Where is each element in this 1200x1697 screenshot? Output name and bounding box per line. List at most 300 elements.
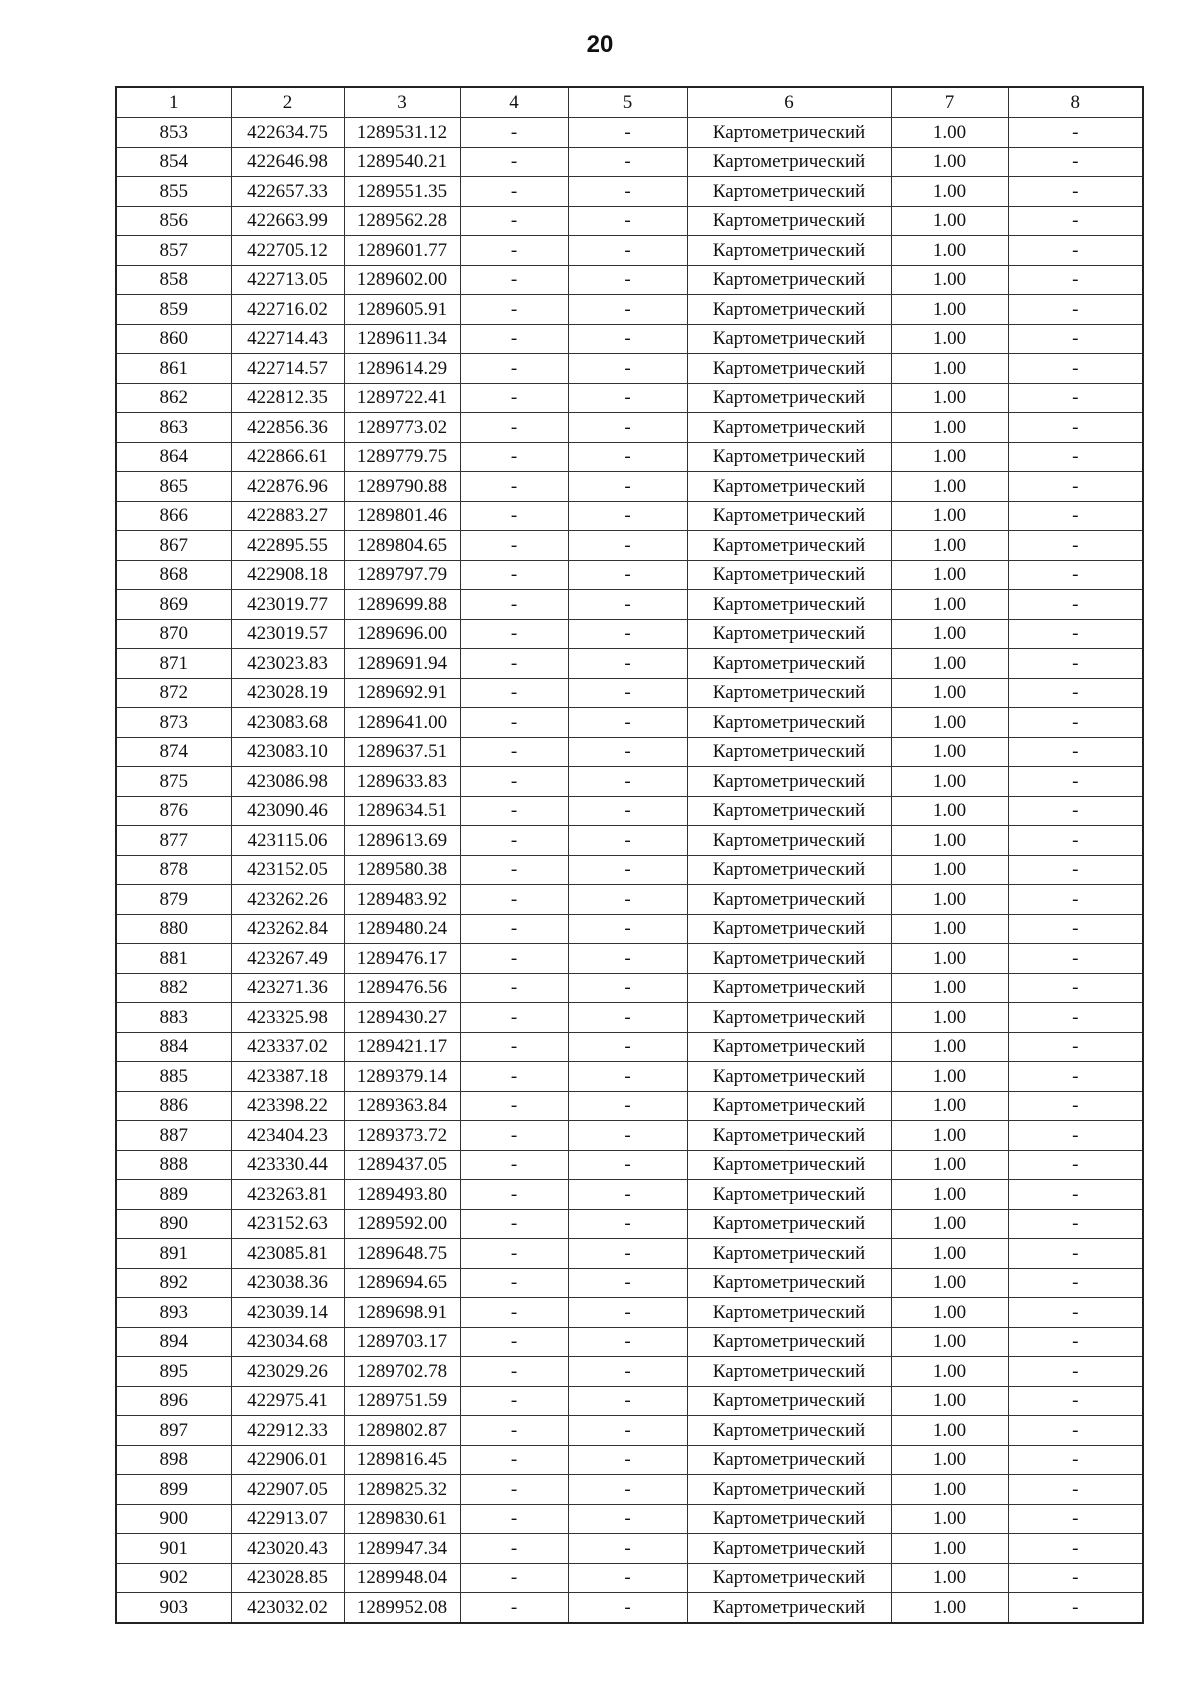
cell-col-4: - [460, 1032, 568, 1062]
cell-method: Картометрический [687, 560, 891, 590]
cell-col-4: - [460, 737, 568, 767]
table-row [116, 649, 1143, 679]
table-row [116, 1091, 1143, 1121]
cell-method: Картометрический [687, 1180, 891, 1210]
cell-point-number: 881 [116, 944, 231, 974]
cell-method: Картометрический [687, 1268, 891, 1298]
cell-col-4: - [460, 796, 568, 826]
cell-method: Картометрический [687, 1534, 891, 1564]
cell-col-5: - [568, 1032, 687, 1062]
cell-method: Картометрический [687, 1062, 891, 1092]
cell-accuracy: 1.00 [891, 973, 1008, 1003]
cell-method: Картометрический [687, 383, 891, 413]
cell-col-4: - [460, 501, 568, 531]
cell-accuracy: 1.00 [891, 1180, 1008, 1210]
cell-accuracy: 1.00 [891, 1327, 1008, 1357]
cell-col-8: - [1008, 1504, 1143, 1534]
cell-accuracy: 1.00 [891, 649, 1008, 679]
cell-point-number: 865 [116, 472, 231, 502]
cell-col-4: - [460, 1504, 568, 1534]
cell-accuracy: 1.00 [891, 944, 1008, 974]
cell-coord-y: 1289476.17 [344, 944, 460, 974]
table-row [116, 1268, 1143, 1298]
cell-accuracy: 1.00 [891, 1445, 1008, 1475]
cell-col-8: - [1008, 1445, 1143, 1475]
cell-col-4: - [460, 472, 568, 502]
cell-point-number: 874 [116, 737, 231, 767]
cell-col-5: - [568, 177, 687, 207]
cell-coord-y: 1289476.56 [344, 973, 460, 1003]
cell-point-number: 898 [116, 1445, 231, 1475]
table-row [116, 737, 1143, 767]
table-row [116, 1180, 1143, 1210]
table-row [116, 1386, 1143, 1416]
table-row [116, 1298, 1143, 1328]
cell-col-4: - [460, 118, 568, 148]
cell-col-8: - [1008, 619, 1143, 649]
cell-col-8: - [1008, 855, 1143, 885]
table-row [116, 1239, 1143, 1269]
cell-coord-x: 423152.63 [231, 1209, 344, 1239]
cell-coord-x: 423262.84 [231, 914, 344, 944]
cell-col-8: - [1008, 973, 1143, 1003]
cell-coord-y: 1289698.91 [344, 1298, 460, 1328]
cell-col-8: - [1008, 295, 1143, 325]
cell-col-8: - [1008, 383, 1143, 413]
cell-col-4: - [460, 1121, 568, 1151]
table-row [116, 1416, 1143, 1446]
cell-point-number: 892 [116, 1268, 231, 1298]
cell-col-5: - [568, 147, 687, 177]
table-row [116, 383, 1143, 413]
cell-point-number: 878 [116, 855, 231, 885]
cell-accuracy: 1.00 [891, 590, 1008, 620]
cell-accuracy: 1.00 [891, 295, 1008, 325]
table-row [116, 413, 1143, 443]
cell-point-number: 895 [116, 1357, 231, 1387]
table-row [116, 236, 1143, 266]
cell-col-5: - [568, 1062, 687, 1092]
cell-coord-x: 422657.33 [231, 177, 344, 207]
coordinates-table [115, 86, 1144, 1624]
cell-coord-y: 1289580.38 [344, 855, 460, 885]
cell-col-8: - [1008, 1268, 1143, 1298]
cell-coord-x: 422714.43 [231, 324, 344, 354]
header-cell-col-3: 3 [344, 87, 460, 118]
cell-col-4: - [460, 767, 568, 797]
cell-col-8: - [1008, 1003, 1143, 1033]
cell-point-number: 858 [116, 265, 231, 295]
cell-coord-x: 423263.81 [231, 1180, 344, 1210]
cell-coord-y: 1289694.65 [344, 1268, 460, 1298]
table-row [116, 1209, 1143, 1239]
cell-coord-x: 422975.41 [231, 1386, 344, 1416]
cell-col-8: - [1008, 1209, 1143, 1239]
cell-point-number: 870 [116, 619, 231, 649]
cell-col-5: - [568, 1091, 687, 1121]
cell-col-4: - [460, 1357, 568, 1387]
cell-col-8: - [1008, 147, 1143, 177]
cell-accuracy: 1.00 [891, 413, 1008, 443]
cell-point-number: 861 [116, 354, 231, 384]
cell-coord-y: 1289825.32 [344, 1475, 460, 1505]
table-row [116, 678, 1143, 708]
cell-col-4: - [460, 560, 568, 590]
cell-point-number: 891 [116, 1239, 231, 1269]
cell-method: Картометрический [687, 1209, 891, 1239]
table-row [116, 1534, 1143, 1564]
cell-coord-x: 423020.43 [231, 1534, 344, 1564]
cell-point-number: 886 [116, 1091, 231, 1121]
cell-coord-y: 1289648.75 [344, 1239, 460, 1269]
cell-method: Картометрический [687, 265, 891, 295]
header-cell-col-7: 7 [891, 87, 1008, 118]
cell-col-8: - [1008, 324, 1143, 354]
cell-coord-y: 1289611.34 [344, 324, 460, 354]
table-row [116, 354, 1143, 384]
cell-method: Картометрический [687, 973, 891, 1003]
cell-col-5: - [568, 914, 687, 944]
cell-coord-x: 422908.18 [231, 560, 344, 590]
cell-col-4: - [460, 855, 568, 885]
cell-col-5: - [568, 472, 687, 502]
cell-method: Картометрический [687, 1445, 891, 1475]
cell-coord-x: 423028.19 [231, 678, 344, 708]
cell-coord-y: 1289531.12 [344, 118, 460, 148]
cell-coord-y: 1289948.04 [344, 1563, 460, 1593]
cell-coord-y: 1289952.08 [344, 1593, 460, 1623]
cell-accuracy: 1.00 [891, 767, 1008, 797]
cell-coord-x: 423330.44 [231, 1150, 344, 1180]
cell-accuracy: 1.00 [891, 265, 1008, 295]
cell-coord-x: 422876.96 [231, 472, 344, 502]
cell-accuracy: 1.00 [891, 619, 1008, 649]
cell-coord-y: 1289373.72 [344, 1121, 460, 1151]
cell-coord-y: 1289801.46 [344, 501, 460, 531]
cell-col-8: - [1008, 1563, 1143, 1593]
table-row [116, 501, 1143, 531]
cell-method: Картометрический [687, 944, 891, 974]
cell-col-4: - [460, 265, 568, 295]
cell-point-number: 866 [116, 501, 231, 531]
cell-col-5: - [568, 1563, 687, 1593]
cell-col-4: - [460, 1416, 568, 1446]
cell-col-5: - [568, 1504, 687, 1534]
table-row [116, 1563, 1143, 1593]
cell-method: Картометрический [687, 501, 891, 531]
cell-coord-x: 423090.46 [231, 796, 344, 826]
table-row [116, 1003, 1143, 1033]
cell-accuracy: 1.00 [891, 1032, 1008, 1062]
cell-point-number: 877 [116, 826, 231, 856]
cell-col-4: - [460, 177, 568, 207]
cell-col-8: - [1008, 1416, 1143, 1446]
cell-col-4: - [460, 1239, 568, 1269]
cell-point-number: 899 [116, 1475, 231, 1505]
table-row [116, 826, 1143, 856]
cell-coord-x: 422716.02 [231, 295, 344, 325]
cell-coord-x: 423028.85 [231, 1563, 344, 1593]
cell-point-number: 894 [116, 1327, 231, 1357]
cell-col-4: - [460, 1150, 568, 1180]
cell-col-8: - [1008, 708, 1143, 738]
table-row [116, 1504, 1143, 1534]
cell-coord-y: 1289702.78 [344, 1357, 460, 1387]
cell-coord-x: 423038.36 [231, 1268, 344, 1298]
cell-point-number: 853 [116, 118, 231, 148]
cell-method: Картометрический [687, 206, 891, 236]
cell-col-8: - [1008, 1062, 1143, 1092]
cell-col-8: - [1008, 501, 1143, 531]
cell-coord-y: 1289641.00 [344, 708, 460, 738]
cell-accuracy: 1.00 [891, 1298, 1008, 1328]
table-row [116, 206, 1143, 236]
cell-point-number: 903 [116, 1593, 231, 1623]
cell-col-5: - [568, 826, 687, 856]
cell-accuracy: 1.00 [891, 1357, 1008, 1387]
cell-col-4: - [460, 914, 568, 944]
table-row [116, 1062, 1143, 1092]
cell-col-4: - [460, 1062, 568, 1092]
cell-col-5: - [568, 1327, 687, 1357]
cell-point-number: 897 [116, 1416, 231, 1446]
cell-col-4: - [460, 1003, 568, 1033]
table-row [116, 914, 1143, 944]
cell-point-number: 885 [116, 1062, 231, 1092]
cell-point-number: 854 [116, 147, 231, 177]
cell-point-number: 880 [116, 914, 231, 944]
cell-accuracy: 1.00 [891, 678, 1008, 708]
cell-point-number: 879 [116, 885, 231, 915]
cell-point-number: 882 [116, 973, 231, 1003]
cell-col-8: - [1008, 678, 1143, 708]
cell-col-8: - [1008, 442, 1143, 472]
cell-coord-y: 1289802.87 [344, 1416, 460, 1446]
cell-method: Картометрический [687, 442, 891, 472]
cell-accuracy: 1.00 [891, 1504, 1008, 1534]
table-row [116, 973, 1143, 1003]
cell-coord-x: 423029.26 [231, 1357, 344, 1387]
cell-col-5: - [568, 354, 687, 384]
cell-method: Картометрический [687, 236, 891, 266]
cell-accuracy: 1.00 [891, 1386, 1008, 1416]
cell-method: Картометрический [687, 1504, 891, 1534]
cell-coord-y: 1289363.84 [344, 1091, 460, 1121]
cell-coord-y: 1289605.91 [344, 295, 460, 325]
cell-coord-y: 1289633.83 [344, 767, 460, 797]
cell-col-5: - [568, 295, 687, 325]
cell-point-number: 901 [116, 1534, 231, 1564]
cell-point-number: 888 [116, 1150, 231, 1180]
cell-col-4: - [460, 1475, 568, 1505]
cell-coord-y: 1289699.88 [344, 590, 460, 620]
cell-col-5: - [568, 236, 687, 266]
cell-col-5: - [568, 649, 687, 679]
cell-point-number: 873 [116, 708, 231, 738]
cell-col-4: - [460, 147, 568, 177]
cell-col-8: - [1008, 737, 1143, 767]
cell-col-4: - [460, 383, 568, 413]
cell-coord-x: 422713.05 [231, 265, 344, 295]
cell-col-5: - [568, 767, 687, 797]
table-row [116, 147, 1143, 177]
cell-coord-x: 422634.75 [231, 118, 344, 148]
table-row [116, 619, 1143, 649]
cell-accuracy: 1.00 [891, 1003, 1008, 1033]
cell-point-number: 868 [116, 560, 231, 590]
cell-col-8: - [1008, 118, 1143, 148]
cell-point-number: 857 [116, 236, 231, 266]
cell-coord-x: 422646.98 [231, 147, 344, 177]
cell-coord-y: 1289602.00 [344, 265, 460, 295]
header-cell-col-2: 2 [231, 87, 344, 118]
table-row [116, 767, 1143, 797]
cell-accuracy: 1.00 [891, 472, 1008, 502]
cell-method: Картометрический [687, 1593, 891, 1623]
cell-method: Картометрический [687, 649, 891, 679]
cell-coord-x: 423152.05 [231, 855, 344, 885]
cell-col-5: - [568, 796, 687, 826]
cell-method: Картометрический [687, 118, 891, 148]
cell-method: Картометрический [687, 413, 891, 443]
cell-point-number: 900 [116, 1504, 231, 1534]
cell-point-number: 887 [116, 1121, 231, 1151]
cell-coord-y: 1289601.77 [344, 236, 460, 266]
cell-accuracy: 1.00 [891, 147, 1008, 177]
cell-accuracy: 1.00 [891, 1475, 1008, 1505]
cell-col-5: - [568, 1475, 687, 1505]
header-cell-col-6: 6 [687, 87, 891, 118]
cell-method: Картометрический [687, 885, 891, 915]
cell-col-8: - [1008, 1121, 1143, 1151]
cell-col-4: - [460, 1445, 568, 1475]
cell-coord-y: 1289947.34 [344, 1534, 460, 1564]
cell-col-5: - [568, 118, 687, 148]
cell-point-number: 859 [116, 295, 231, 325]
cell-col-4: - [460, 708, 568, 738]
cell-col-5: - [568, 560, 687, 590]
cell-point-number: 889 [116, 1180, 231, 1210]
cell-method: Картометрический [687, 324, 891, 354]
header-cell-col-8: 8 [1008, 87, 1143, 118]
table-row [116, 177, 1143, 207]
cell-col-5: - [568, 383, 687, 413]
cell-col-8: - [1008, 472, 1143, 502]
cell-col-4: - [460, 1091, 568, 1121]
cell-col-5: - [568, 944, 687, 974]
cell-point-number: 872 [116, 678, 231, 708]
cell-coord-x: 422714.57 [231, 354, 344, 384]
cell-coord-y: 1289722.41 [344, 383, 460, 413]
cell-col-4: - [460, 1180, 568, 1210]
table-row [116, 1150, 1143, 1180]
cell-method: Картометрический [687, 1121, 891, 1151]
page-number: 20 [586, 31, 614, 58]
cell-col-4: - [460, 236, 568, 266]
cell-accuracy: 1.00 [891, 324, 1008, 354]
cell-coord-y: 1289830.61 [344, 1504, 460, 1534]
cell-coord-y: 1289804.65 [344, 531, 460, 561]
cell-coord-y: 1289751.59 [344, 1386, 460, 1416]
cell-method: Картометрический [687, 737, 891, 767]
cell-col-4: - [460, 1327, 568, 1357]
cell-coord-y: 1289483.92 [344, 885, 460, 915]
cell-col-8: - [1008, 1091, 1143, 1121]
cell-col-8: - [1008, 914, 1143, 944]
cell-accuracy: 1.00 [891, 1121, 1008, 1151]
cell-col-8: - [1008, 1475, 1143, 1505]
cell-method: Картометрический [687, 1386, 891, 1416]
cell-coord-y: 1289696.00 [344, 619, 460, 649]
cell-coord-y: 1289779.75 [344, 442, 460, 472]
cell-col-8: - [1008, 265, 1143, 295]
cell-col-4: - [460, 206, 568, 236]
cell-accuracy: 1.00 [891, 1534, 1008, 1564]
table-row [116, 855, 1143, 885]
cell-col-4: - [460, 649, 568, 679]
cell-method: Картометрический [687, 855, 891, 885]
cell-col-4: - [460, 885, 568, 915]
cell-point-number: 867 [116, 531, 231, 561]
cell-col-4: - [460, 1209, 568, 1239]
cell-coord-x: 423019.77 [231, 590, 344, 620]
cell-coord-x: 423083.68 [231, 708, 344, 738]
table-body [116, 118, 1143, 1623]
cell-col-5: - [568, 1593, 687, 1623]
cell-coord-y: 1289592.00 [344, 1209, 460, 1239]
cell-col-5: - [568, 324, 687, 354]
cell-accuracy: 1.00 [891, 796, 1008, 826]
cell-col-5: - [568, 1416, 687, 1446]
cell-accuracy: 1.00 [891, 501, 1008, 531]
cell-method: Картометрический [687, 147, 891, 177]
cell-accuracy: 1.00 [891, 560, 1008, 590]
cell-coord-y: 1289437.05 [344, 1150, 460, 1180]
cell-col-5: - [568, 855, 687, 885]
cell-col-5: - [568, 413, 687, 443]
cell-coord-y: 1289692.91 [344, 678, 460, 708]
cell-col-5: - [568, 1121, 687, 1151]
cell-accuracy: 1.00 [891, 531, 1008, 561]
cell-coord-y: 1289816.45 [344, 1445, 460, 1475]
table-row [116, 1475, 1143, 1505]
cell-accuracy: 1.00 [891, 206, 1008, 236]
cell-method: Картометрический [687, 1475, 891, 1505]
cell-method: Картометрический [687, 678, 891, 708]
cell-col-8: - [1008, 767, 1143, 797]
table-row [116, 708, 1143, 738]
cell-coord-x: 422705.12 [231, 236, 344, 266]
cell-point-number: 902 [116, 1563, 231, 1593]
cell-method: Картометрический [687, 1357, 891, 1387]
cell-coord-x: 423085.81 [231, 1239, 344, 1269]
cell-method: Картометрический [687, 531, 891, 561]
cell-col-5: - [568, 619, 687, 649]
cell-method: Картометрический [687, 1091, 891, 1121]
cell-col-8: - [1008, 1386, 1143, 1416]
cell-accuracy: 1.00 [891, 354, 1008, 384]
cell-col-8: - [1008, 1298, 1143, 1328]
cell-col-8: - [1008, 826, 1143, 856]
cell-coord-y: 1289480.24 [344, 914, 460, 944]
table-row [116, 590, 1143, 620]
cell-point-number: 890 [116, 1209, 231, 1239]
cell-col-8: - [1008, 206, 1143, 236]
cell-coord-x: 423387.18 [231, 1062, 344, 1092]
cell-accuracy: 1.00 [891, 1268, 1008, 1298]
cell-col-4: - [460, 442, 568, 472]
cell-accuracy: 1.00 [891, 1239, 1008, 1269]
